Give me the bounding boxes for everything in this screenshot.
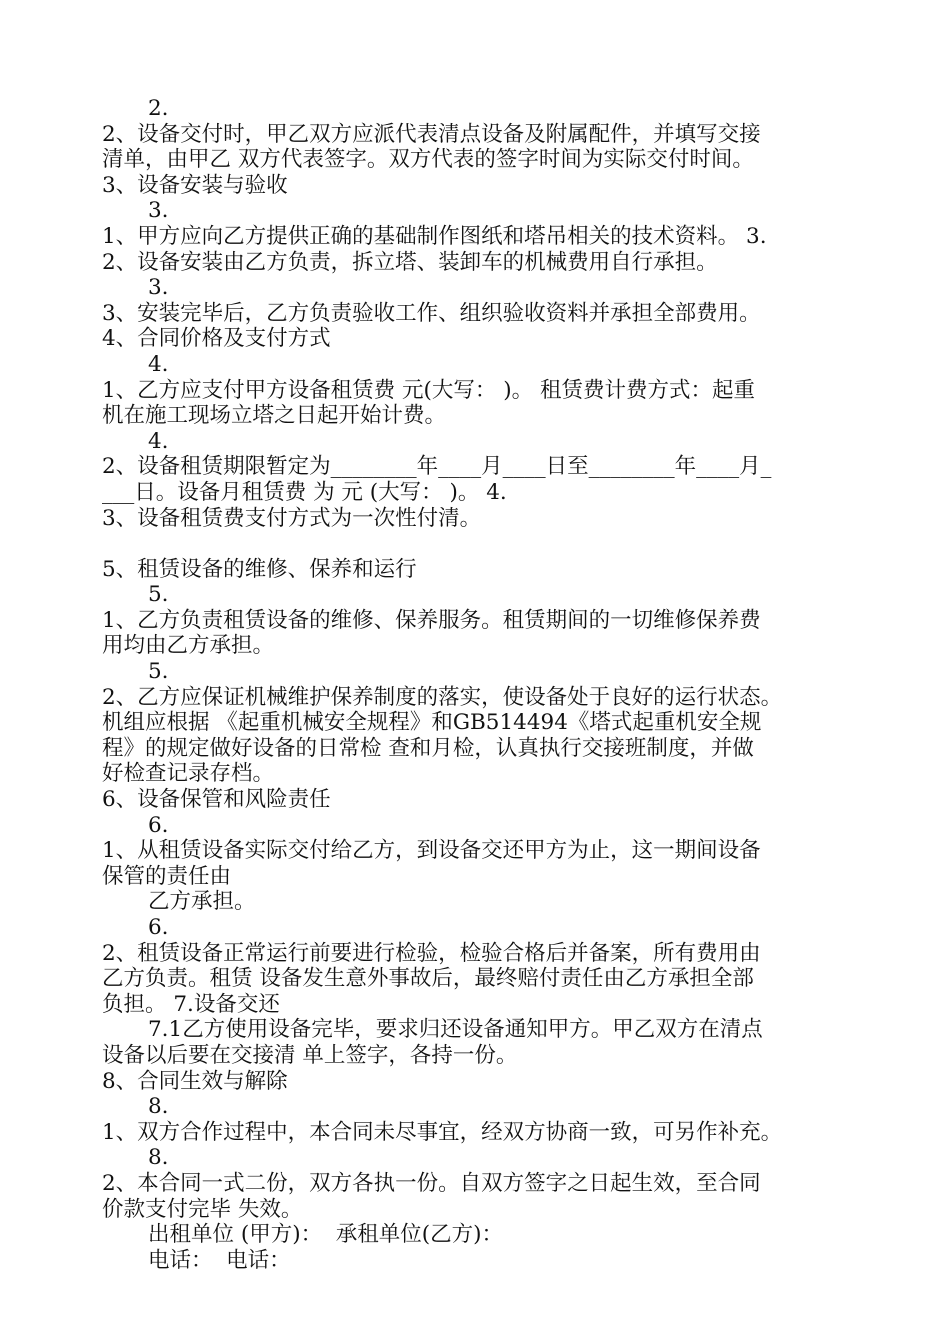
document-line: 6、设备保管和风险责任 [102,787,331,813]
document-line: 3. [148,275,169,301]
document-line: 2、租赁设备正常运行前要进行检验，检验合格后并备案，所有费用由 [102,940,761,966]
document-line: 乙方承担。 [148,889,256,915]
document-line: 1、双方合作过程中，本合同未尽事宜，经双方协商一致，可另作补充。 [102,1119,783,1145]
document-line: 5. [148,582,169,608]
blank-line [102,531,862,557]
document-line: 2、本合同一式二份，双方各执一份。自双方签字之日起生效，至合同 [102,1170,761,1196]
document-line: 乙方负责。租赁 设备发生意外事故后，最终赔付责任由乙方承担全部 [102,966,754,992]
contract-document-body [102,96,862,1273]
document-line: 1、乙方负责租赁设备的维修、保养服务。租赁期间的一切维修保养费 [102,607,761,633]
document-line: ___日。设备月租赁费 为 元 (大写： )。 4. [102,479,507,505]
document-line: 2. [148,96,169,121]
document-line: 3、设备安装与验收 [102,172,288,198]
document-line: 1、从租赁设备实际交付给乙方，到设备交还甲方为止，这一期间设备 [102,838,761,864]
document-line: 电话： 电话： [148,1247,291,1273]
document-line: 清单，由甲乙 双方代表签字。双方代表的签字时间为实际交付时间。 [102,147,754,173]
document-line: 好检查记录存档。 [102,761,275,787]
document-line: 机组应根据 《起重机械安全规程》和GB514494《塔式起重机安全规 [102,710,762,736]
document-line: 2、设备交付时，甲乙双方应派代表清点设备及附属配件，并填写交接 [102,121,761,147]
document-line: 2、设备安装由乙方负责，拆立塔、装卸车的机械费用自行承担。 [102,249,718,275]
document-line: 用均由乙方承担。 [102,633,275,659]
document-line: 8. [148,1145,169,1171]
document-line: 保管的责任由 [102,863,232,889]
document-line: 4. [148,428,169,454]
document-line: 7.1乙方使用设备完毕，要求归还设备通知甲方。甲乙双方在清点 [148,1017,763,1043]
document-line: 3、设备租赁费支付方式为一次性付清。 [102,505,482,531]
document-line: 1、甲方应向乙方提供正确的基础制作图纸和塔吊相关的技术资料。 3. [102,223,767,249]
document-line: 6. [148,915,169,940]
document-line: 1、乙方应支付甲方设备租赁费 元(大写： )。 租赁费计费方式：起重 [102,377,755,403]
document-line: 4、合同价格及支付方式 [102,326,331,352]
document-line: 2、乙方应保证机械维护保养制度的落实，使设备处于良好的运行状态。 [102,684,783,710]
document-line: 4. [148,351,169,377]
document-line: 2、设备租赁期限暂定为________年____月____日至________年____月_ [102,454,772,480]
document-line: 程》的规定做好设备的日常检 查和月检，认真执行交接班制度，并做 [102,735,754,761]
document-line: 3. [148,198,169,224]
document-line: 出租单位 (甲方)： 承租单位(乙方)： [148,1222,504,1248]
document-line: 3、安装完毕后，乙方负责验收工作、组织验收资料并承担全部费用。 [102,300,761,326]
document-line: 设备以后要在交接清 单上签字，各持一份。 [102,1042,518,1068]
document-line: 价款支付完毕 失效。 [102,1196,303,1222]
document-line: 8、合同生效与解除 [102,1068,288,1094]
document-line: 8. [148,1094,169,1120]
document-line: 5、租赁设备的维修、保养和运行 [102,556,417,582]
document-line: 负担。 7.设备交还 [102,991,280,1017]
document-line: 6. [148,812,169,838]
document-line: 机在施工现场立塔之日起开始计费。 [102,403,447,429]
document-line: 5. [148,659,169,685]
